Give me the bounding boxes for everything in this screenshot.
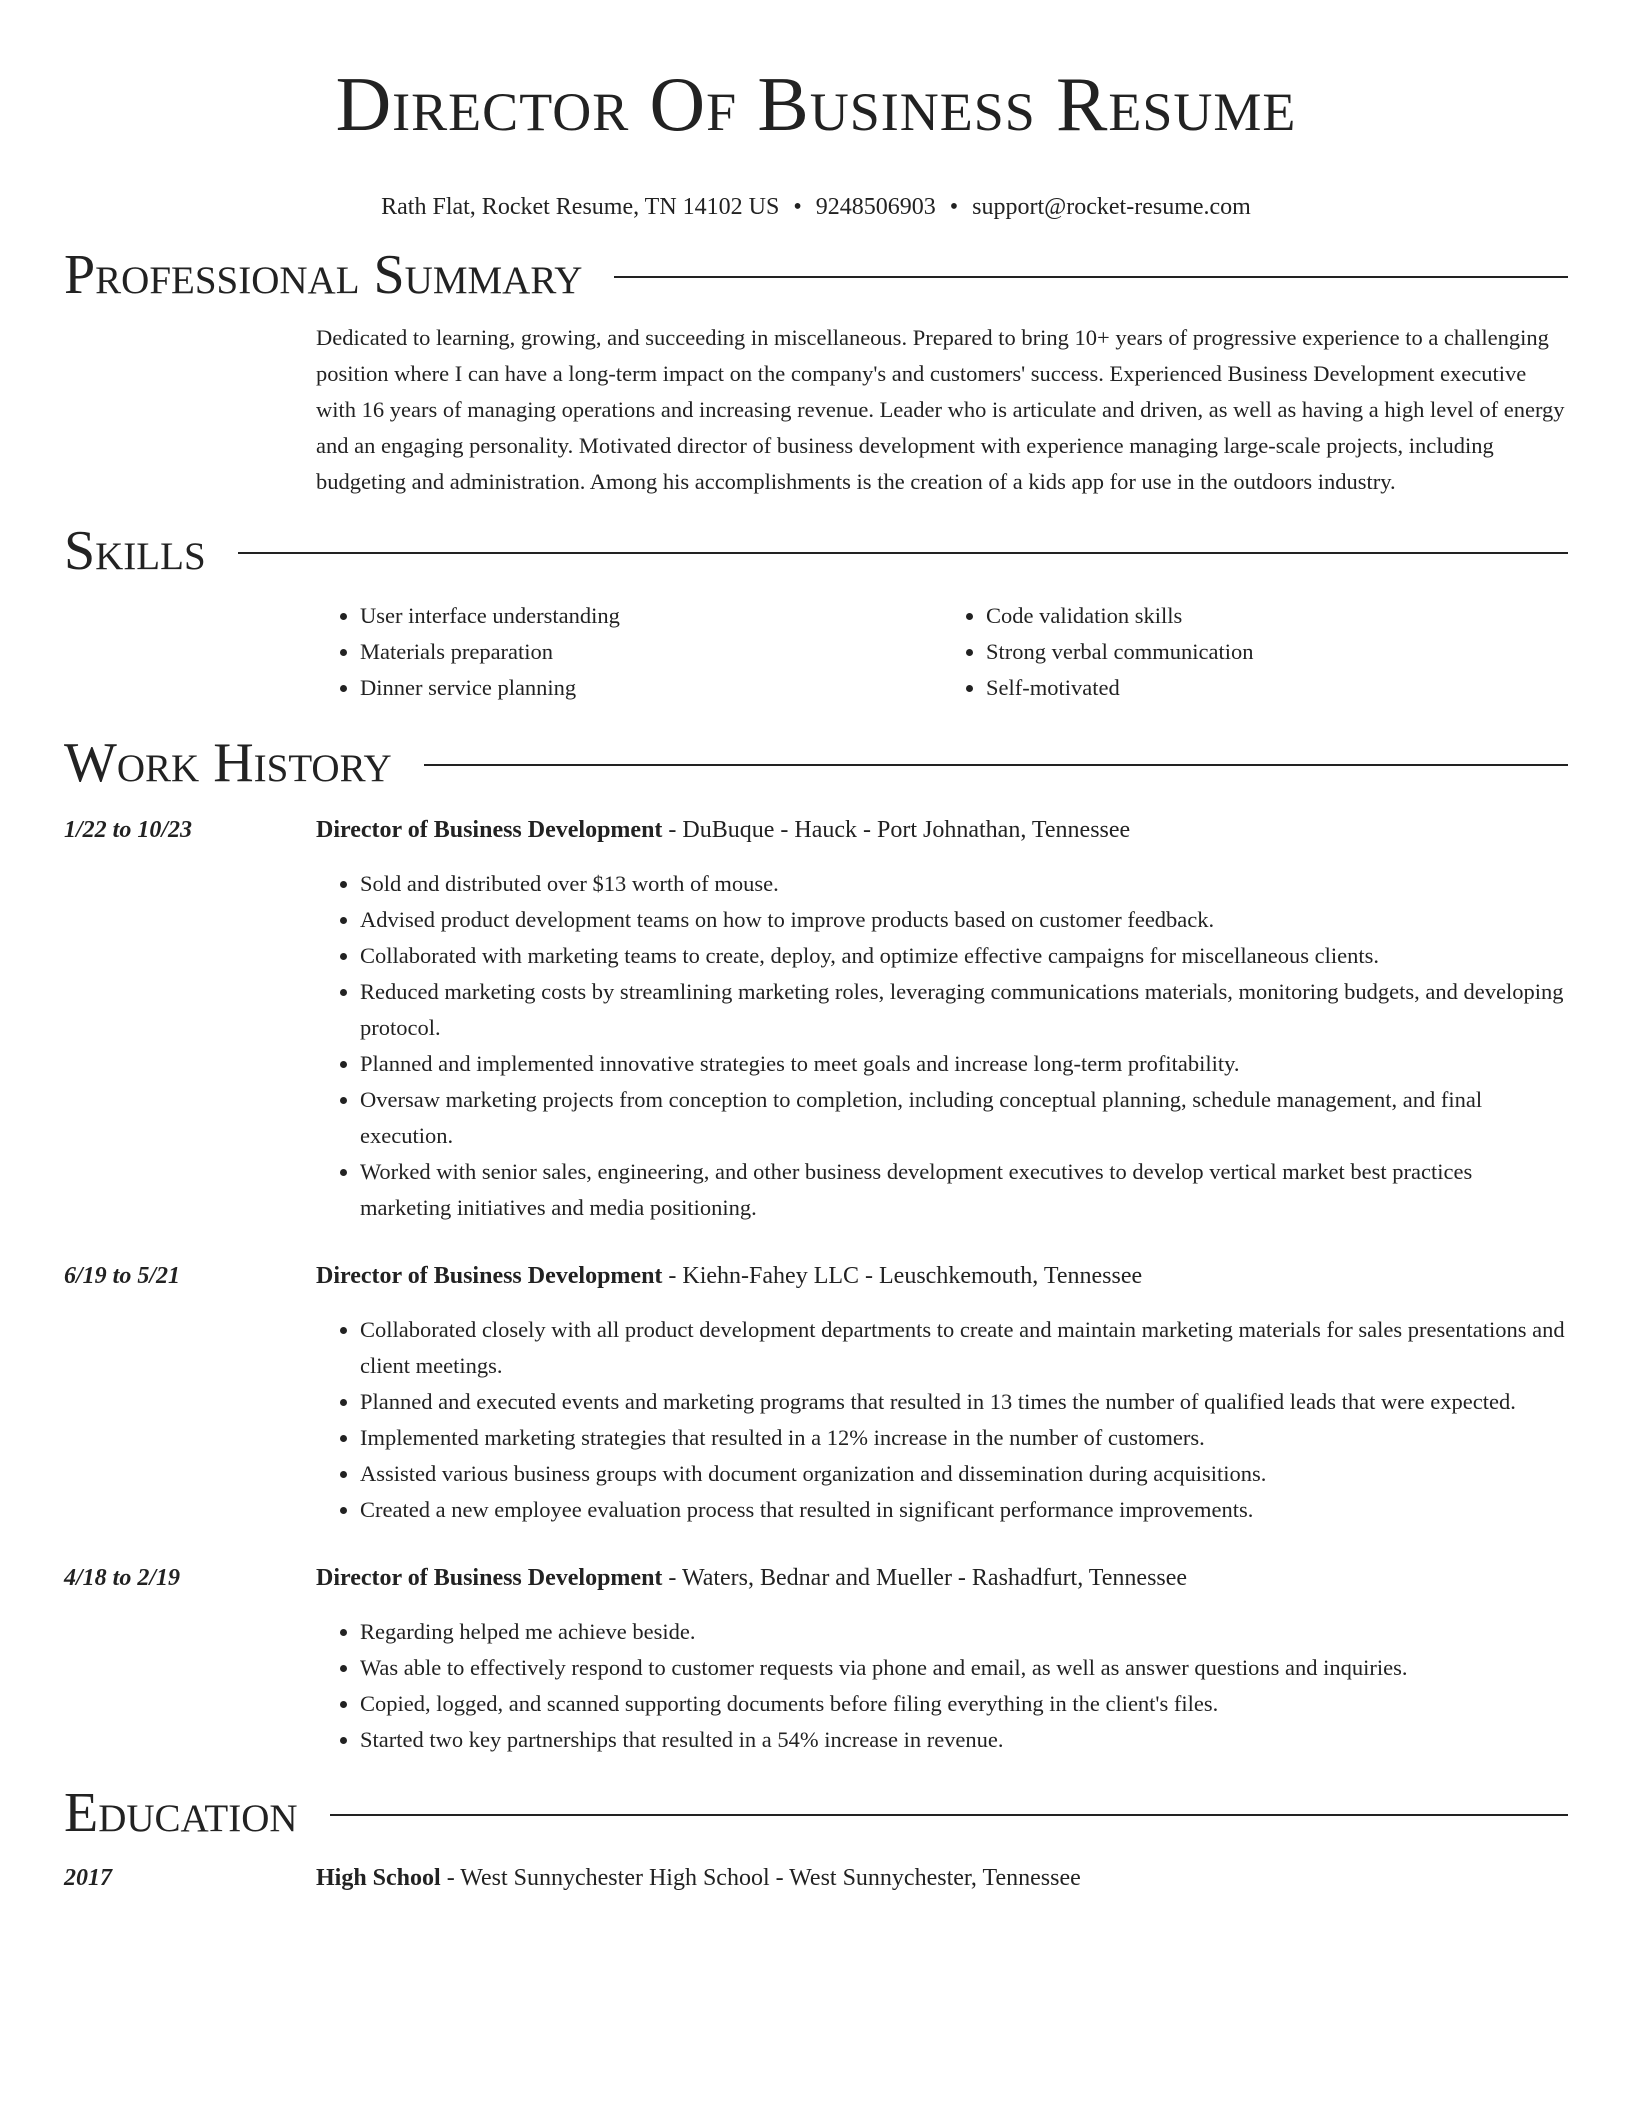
job-bullet: • Created a new employee evaluation process that resulted in significant performance improvements. <box>360 1492 1568 1528</box>
job-bullet: • Oversaw marketing projects from conception to completion, including conceptual planning, schedule management, and final execution. <box>360 1082 1568 1154</box>
contact-address: Rath Flat, Rocket Resume, TN 14102 US <box>381 194 780 220</box>
job-entry <box>64 1258 1568 1294</box>
job-date: 1/22 to 10/23 <box>64 817 193 843</box>
job-details: - Waters, Bednar and Mueller - Rashadfurt, Tennessee <box>662 1565 1188 1591</box>
summary-content <box>316 320 1568 500</box>
education-details: - West Sunnychester High School - West Sunnychester, Tennessee <box>440 1865 1081 1891</box>
education-date: 2017 <box>64 1865 112 1891</box>
summary-section-header <box>64 242 1568 308</box>
skill-item: • Code validation skills <box>986 598 1568 634</box>
job-header <box>316 812 1568 848</box>
work-section-header <box>64 730 1568 796</box>
job-date: 4/18 to 2/19 <box>64 1565 181 1591</box>
education-degree: High School <box>316 1865 441 1891</box>
job-entry <box>64 812 1568 848</box>
skill-item: • User interface understanding <box>360 598 942 634</box>
contact-separator: • <box>949 194 959 220</box>
job-header <box>316 1560 1568 1596</box>
job-header <box>316 1258 1568 1294</box>
job-role: Director of Business Development <box>316 1263 663 1289</box>
skill-item: • Strong verbal communication <box>986 634 1568 670</box>
contact-phone: 9248506903 <box>815 194 936 220</box>
job-entry <box>64 1560 1568 1596</box>
job-bullet: • Was able to effectively respond to customer requests via phone and email, as well as answer questions and inquiries. <box>360 1650 1568 1686</box>
education-section-header <box>64 1780 1568 1846</box>
skills-list <box>316 598 1568 706</box>
job-bullets <box>316 866 1568 1226</box>
skill-item: • Self-motivated <box>986 670 1568 706</box>
job-bullet: • Planned and executed events and marketing programs that resulted in 13 times the number of qualified leads that were expected. <box>360 1384 1568 1420</box>
job-details: - Kiehn-Fahey LLC - Leuschkemouth, Tennessee <box>662 1263 1143 1289</box>
job-bullet: • Started two key partnerships that resulted in a 54% increase in revenue. <box>360 1722 1568 1758</box>
contact-separator: • <box>793 194 802 220</box>
job-bullets <box>316 1312 1568 1528</box>
resume-title: Director Of Business Resume <box>335 61 1297 147</box>
summary-heading: Professional Summary <box>64 244 583 306</box>
education-entry <box>64 1860 1568 1896</box>
section-divider <box>614 276 1568 278</box>
job-bullet: • Sold and distributed over $13 worth of mouse. <box>360 866 1568 902</box>
skill-item: • Materials preparation <box>360 634 942 670</box>
job-bullet: • Worked with senior sales, engineering, and other business development executives to develop vertical market best practices marketing initiatives and media positioning. <box>360 1154 1568 1226</box>
education-heading: Education <box>64 1782 298 1844</box>
work-heading: Work History <box>64 732 392 794</box>
job-role: Director of Business Development <box>316 817 663 843</box>
job-bullet: • Assisted various business groups with document organization and dissemination during acquisitions. <box>360 1456 1568 1492</box>
skill-item: • Dinner service planning <box>360 670 942 706</box>
job-bullets <box>316 1614 1568 1758</box>
job-bullet: • Collaborated with marketing teams to create, deploy, and optimize effective campaigns for miscellaneous clients. <box>360 938 1568 974</box>
skills-heading: Skills <box>64 520 206 582</box>
job-bullet: • Collaborated closely with all product development departments to create and maintain marketing materials for sales presentations and client meetings. <box>360 1312 1568 1384</box>
job-bullet: • Copied, logged, and scanned supporting documents before filing everything in the client's files. <box>360 1686 1568 1722</box>
skills-section-header <box>64 518 1568 584</box>
job-bullet: • Planned and implemented innovative strategies to meet goals and increase long-term profitability. <box>360 1046 1568 1082</box>
job-bullet: • Implemented marketing strategies that resulted in a 12% increase in the number of customers. <box>360 1420 1568 1456</box>
contact-line <box>64 192 1568 222</box>
job-details: - DuBuque - Hauck - Port Johnathan, Tennessee <box>662 817 1131 843</box>
skills-column-left <box>316 598 942 706</box>
section-divider <box>238 552 1568 554</box>
job-date: 6/19 to 5/21 <box>64 1263 181 1289</box>
skills-column-right <box>942 598 1568 706</box>
job-bullet: • Reduced marketing costs by streamlining marketing roles, leveraging communications materials, monitoring budgets, and developing protocol. <box>360 974 1568 1046</box>
education-header <box>316 1860 1568 1896</box>
section-divider <box>424 764 1568 766</box>
summary-text: Dedicated to learning, growing, and succeeding in miscellaneous. Prepared to bring 10+ years of progressive experience to a challenging position where I can have a long-term impact on the company's and customers' success. Experienced Business Development executive with 16 years of managing operations and increasing revenue. Leader who is articulate and driven, as well as having a high level of energy and an engaging personality. Motivated director of business development with experience managing large-scale projects, including budgeting and administration. Among his accomplishments is the creation of a kids app for use in the outdoors industry. <box>316 325 1565 494</box>
contact-email: support@rocket-resume.com <box>972 194 1251 220</box>
job-role: Director of Business Development <box>316 1565 663 1591</box>
job-bullet: • Advised product development teams on how to improve products based on customer feedback. <box>360 902 1568 938</box>
job-bullet: • Regarding helped me achieve beside. <box>360 1614 1568 1650</box>
section-divider <box>330 1814 1568 1816</box>
